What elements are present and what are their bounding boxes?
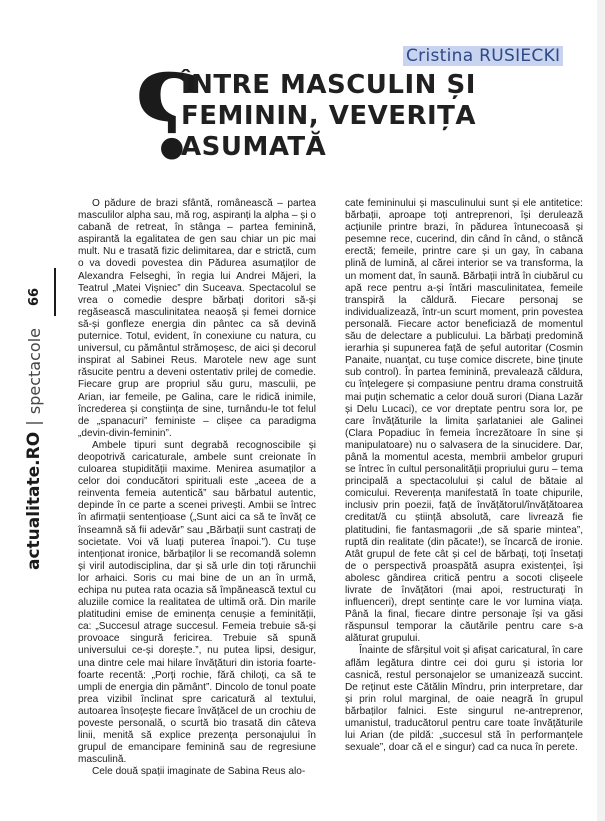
page-edge <box>597 0 605 821</box>
spine-rule <box>54 268 56 316</box>
spine-separator: | <box>24 420 44 426</box>
spine-section: spectacole <box>24 328 44 415</box>
paragraph: Ambele tipuri sunt degrabă recognoscibile și deopotrivă caricaturale, ambele sunt creionate în culoarea stupidității maxime. Menirea asumaților a celor doi conducători spirituali este „aceea de a reinventa femeia autentică” sau bărbatul autentic, depinde în ce parte a scenei privești. Ambii se întrec în afirmații sentențioase („Sunt aici ca să te învăț ce înseamnă să fii adevăr” sau „Bărbații sunt castrați de societate. Voi vă luați puterea înapoi.”). Cu tușe intenționat ironice, bărbaților li se recomandă solemn și viril autodisciplina, dar și să urle din toți rărunchii lor arhaici. Soris cu mai bine de un an în urmă, echipa nu putea rata ocazia să împănească textul cu aluziile comice la realitatea de ultimă oră. Din marile platitudini emise de eminența cenușie a feminității, ca: „Succesul atrage succesul. Femeia trebuie să-și provoace singură fericirea. Trebuie să spună universului ce-și dorește.”, nu putea lipsi, desigur, una dintre cele mai hilare învățături din istoria foarte-foarte recentă: „Porți rochie, fără chiloți, ca să te umpli de energia din pământ”. Dincolo de tonul poate prea vizibil înclinat spre caricatură al textului, autoarea însoțește fiecare învățăcel de un crochiu de poveste personală, o scurtă bio trasată din câteva linii, menită să explice prezența personajului în grupul de emancipare feminină sau de regresiune masculină. <box>78 439 316 766</box>
article-column-left <box>78 198 316 779</box>
article-title: ÎNTRE MASCULIN ȘI FEMININ, VEVERIȚA ASUMATĂ <box>181 70 477 162</box>
spine-site-name: actualitate.RO <box>24 431 44 570</box>
page-number: 66 <box>26 287 42 306</box>
paragraph: Cele două spații imaginate de Sabina Reus alo- <box>92 766 306 778</box>
paragraph: cate femininului și masculinului sunt și ele antitetice: bărbații, aproape toți antreprenori, își derulează acțiunile printre brazi, în pădurea întunecoasă și pesemne rece, cucerind, din când în când, o stâncă erectă; femeile, printre care și un gay, în cabana plină de lumină, al cărei interior se va transforma, la un moment dat, în saună. Bărbații intră în ciubărul cu apă rece pentru a-și întări masculinitatea, femeile transpiră la căldură. Fiecare personaj se individualizează, într-un scurt moment, prin povestea personală. Fiecare actor beneficiază de momentul său de delectare a publicului. La bărbați predomină ierarhia și supunerea față de șeful autoritar (Cosmin Panaite, nuanțat, cu tușe comice discrete, bine ținute sub control). În partea feminină, prevalează căldura, cu înțelegere și compasiune pentru drama construită mai puțin schematic a celor două surori (Diana Lazăr și Delu Lucaci), ce vor dreptate pentru sora lor, pe care învățăturile la limita șarlataniei ale Galinei (Clara Popadiuc în femeia încrezătoare în sine și manipulatoare) nu o salvasera de la sinucidere. Dar, până la momentul acesta, membrii ambelor grupuri se întrec în cultul personalității propriului guru – tema principală a spectacolului și calul de bătaie al comicului. Reverența manifestată în toate chipurile, inclusiv prin poezii, față de învățătorul/învățătoarea creditat/ă cu știință absolută, care livrează fie platitudini, fie fantasmagorii „de să sparie mintea”, ruptă din realitate (din păcate!), se încarcă de ironie. Atât grupul de fete cât și cel de bărbați, toți însetați de o perspectivă proaspătă asupra existenței, își abolesc gândirea critică pentru a socoti clișeele livrate de învățători (mai apoi, restructurați în influenceri), drept sentințe care le vor lumina viața. Până la final, fiecare dintre personaje își va găsi răspunsul temporar la căutările pentru care s-a alăturat grupului. <box>345 198 583 645</box>
paragraph: O pădure de brazi sfântă, românească – partea masculilor alpha sau, mă rog, aspiranți la alpha – și o cabană de retreat, în stânga – partea feminină, aspirantă la egalitatea de gen sau chiar un pic mai mult. Nu e trasată fizic delimitarea, dar e strictă, cum o va dovedi povestea din Pădurea asumaților de Alexandra Felseghi, în regia lui Andrei Măjeri, la Teatrul „Matei Vișniec” din Suceava. Spectacolul se vrea o comedie despre bărbați doritori să-și regăsească masculinitatea neaoșă și femei dornice să-și gonfleze energia din pântec ca să devină puternice. Totul, evident, în conexiune cu natura, cu universul, cu pământul strămoșesc, de aici și decorul inspirat al Sabinei Reus. Marotele new age sunt răsucite pentru a deveni ostentativ prilej de comedie. Fiecare grup are propriul său guru, masculii, pe Arian, iar femeile, pe Galina, care le ridică inimile, încrederea și conștiința de sine, turnându-le tot felul de „spanacuri” feministe – clișee ca paradigma „devin-divin-feminin”. <box>78 198 316 439</box>
author-name: Cristina RUSIECKI <box>403 46 563 66</box>
paragraph: Înainte de sfârșitul voit și afișat caricatural, în care aflăm legătura dintre cei doi guru și istoria lor casnică, restul personajelor se umanizează succint. De reținut este Cătălin Mîndru, prin interpretare, dar și prin rolul marginal, de oaie neagră în grupul bărbaților falnici. Este singurul ne-antreprenor, umanistul, traducătorul pentru care toate învățăturile lui Arian (de pildă: „succesul stă în performanțele sexuale”, doar că el e singur) cad ca nuca în perete. <box>345 645 583 754</box>
spine <box>14 210 54 570</box>
article-column-right <box>345 198 583 754</box>
question-mark-ornament: ? <box>134 50 202 186</box>
